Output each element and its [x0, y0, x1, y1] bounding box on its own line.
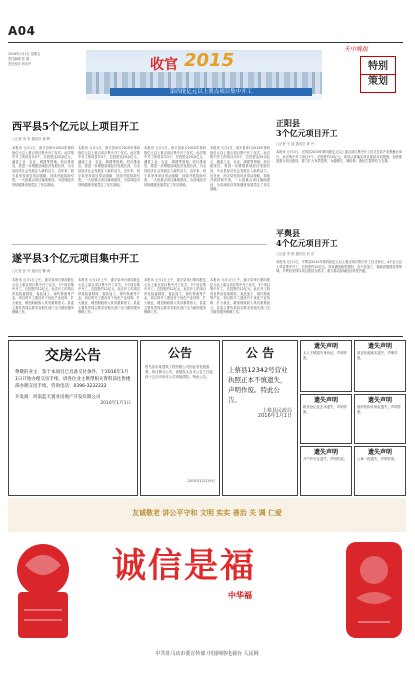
divider-ads: [8, 336, 403, 337]
lost-notice: 遗失声明 营业执照副本遗失，声明作废。: [354, 340, 406, 392]
xiping-title: 西平县5个亿元以上项目开工: [12, 122, 139, 133]
ad-notice-2-sign: 上蔡县民政局: [261, 408, 292, 414]
ad-handover-sign: 开发商：河南蓝天置业房地产开发有限公司: [15, 395, 101, 400]
meta-editor: 责任编辑 张 瑾: [8, 57, 30, 61]
ad-handover-body: 尊敬的业主：鉴于本项目已具备交付条件，于2016年1月1日开始办理交房手续，请各位业主携带相关资料前往售楼部办理交房手续。咨询电话：0396-3232222: [15, 370, 131, 389]
suiping-col-3: 本报讯 元月1日上午，遂平县举行第四批亿元以上重点项目集中开工仪式，3个项目集中开工，总投资约12亿元。此次开工的项目涉及装备制造、食品加工、现代物流等产业，项目的开工建设对于优化产业结构、扩大就业、增加财政收入具有重要意义。县委主要负责同志要求各相关部门全力做好服务保障工作。: [144, 278, 206, 315]
header-rule: [8, 42, 403, 43]
xiping-col-4: 本报讯 元月1日，西平县举行2015年第四批亿元以上重点项目集中开工仪式。此次集中开工的项目共5个，总投资达20余亿元，涵盖工业、农业、城建等领域。项目建成后，将进一步增强县域经济发展后劲，为全县经济社会发展注入新的活力。近年来，西平县坚持项目带动战略，持续开展招商引资，一大批重点项目落地建设，为县域经济持续健康发展奠定了坚实基础。: [210, 146, 270, 192]
suiping-title: 遂平县3个亿元项目集中开工: [12, 254, 139, 265]
pingyu-body: 本报讯 元月1日，平舆县2015年第四批亿元以上重点项目集中开工仪式举行，4个亿元以上项目集中开工，总投资约15亿元。项目涵盖新型建材、农产品加工、基础设施建设等领域。平舆县坚持以项目建设为抓手，着力推动县域经济转型升级。: [276, 260, 402, 274]
promo-seal: 中华福: [228, 591, 252, 600]
xiping-byline: □记者 刘 军 通讯员 谢 辉: [12, 137, 51, 141]
newspaper-logo: 天中晚报: [344, 46, 369, 53]
zhengyang-title: 正阳县: [276, 118, 300, 128]
paper-cut-left: [10, 540, 76, 640]
suiping-byline: □记者 张 华 通讯员 魏 海: [12, 269, 51, 273]
suiping-col-2: 本报讯 元月1日上午，遂平县举行第四批亿元以上重点项目集中开工仪式，3个项目集中开工，总投资约12亿元。此次开工的项目涉及装备制造、食品加工、现代物流等产业，项目的开工建设对于优化产业结构、扩大就业、增加财政收入具有重要意义。县委主要负责同志要求各相关部门全力做好服务保障工作。: [78, 278, 140, 315]
ad-notice-1: [140, 340, 220, 496]
ad-handover-date: 2016年1月1日: [100, 401, 131, 406]
lost-notice: 遗失声明 本人不慎遗失身份证，声明作废。: [300, 340, 352, 392]
header-banner: [86, 50, 322, 100]
lost-notice: 遗失声明 公章一枚遗失，声明作废。: [354, 446, 406, 496]
pingyu-title: 平舆县: [276, 228, 300, 238]
pingyu-byline: □记者 李 明 通讯员 刘 洋: [276, 252, 315, 256]
ad-notice-2-body: 上蔡县12342号营业执照正本不慎遗失，声明作废。特此公告。: [228, 366, 288, 404]
suiping-col-4: 本报讯 元月1日上午，遂平县举行第四批亿元以上重点项目集中开工仪式，3个项目集中开工，总投资约12亿元。此次开工的项目涉及装备制造、食品加工、现代物流等产业，项目的开工建设对于优化产业结构、扩大就业、增加财政收入具有重要意义。县委主要负责同志要求各相关部门全力做好服务保障工作。: [210, 278, 270, 315]
page-code: A04: [8, 24, 36, 38]
zhengyang-body: 本报讯 元月1日，正阳县2015年第四批亿元以上重点项目集中开工仪式在县产业集聚区举行。此次集中开工项目3个，总投资约10亿元。该县认真落实项目建设各项措施，加快推进重大项目建设，着力扩大有效投资，为稳增长、调结构、惠民生提供有力支撑。: [276, 150, 402, 164]
ad-notice-2: [222, 340, 298, 496]
special-line-2: 策划: [368, 76, 388, 87]
ad-handover: [8, 340, 138, 496]
ad-notice-2-date: 2016年1月1日: [257, 413, 292, 419]
ad-notice-1-date: 2015年12月29日: [187, 479, 215, 483]
suiping-col-1: 本报讯 元月1日上午，遂平县举行第四批亿元以上重点项目集中开工仪式，3个项目集中开工，总投资约12亿元。此次开工的项目涉及装备制造、食品加工、现代物流等产业，项目的开工建设对于优化产业结构、扩大就业、增加财政收入具有重要意义。县委主要负责同志要求各相关部门全力做好服务保障工作。: [12, 278, 74, 315]
ad-notice-1-body: 驻马店市某建筑工程有限公司因业务发展需要，拟注销分公司，请债权人自本公告之日起四十五日内向本公司申报债权。特此公告。: [145, 365, 213, 379]
lost-notice: 遗失声明 开户许可证遗失，声明作废。: [300, 446, 352, 496]
banner-headline: 收官: [150, 57, 178, 73]
meta-proofreader: 责任校对 杨亦中: [8, 62, 32, 66]
lost-notice: 遗失声明 组织机构代码证遗失，声明作废。: [354, 394, 406, 444]
zhengyang-title-2: 3个亿元项目开工: [276, 128, 338, 138]
meta-date: 2016年1月1日 星期五: [8, 52, 41, 56]
ad-handover-title: 交房公告: [45, 348, 101, 364]
lost-notice: 遗失声明 税务登记证正本遗失，声明作废。: [300, 394, 352, 444]
special-feature-box: [360, 56, 396, 93]
ad-notice-2-title: 公 告: [245, 346, 275, 360]
header-meta: [8, 52, 98, 67]
special-line-1: 特别: [361, 60, 395, 75]
xiping-col-3: 本报讯 元月1日，西平县举行2015年第四批亿元以上重点项目集中开工仪式。此次集中开工的项目共5个，总投资达20余亿元，涵盖工业、农业、城建等领域。项目建成后，将进一步增强县域经济发展后劲，为全县经济社会发展注入新的活力。近年来，西平县坚持项目带动战略，持续开展招商引资，一大批重点项目落地建设，为县域经济持续健康发展奠定了坚实基础。: [144, 146, 206, 187]
banner-year: 2015: [184, 50, 235, 71]
promo-banner-text: 友诚敬老 讲公平守和 文明 实实 善治 关 调 仁爱: [131, 508, 283, 517]
ad-notice-1-title: 公告: [167, 346, 192, 360]
pingyu-title-2: 4个亿元项目开工: [276, 238, 338, 248]
paper-cut-right: [342, 538, 406, 642]
lost-notices: [300, 340, 406, 496]
promo-panel: [8, 498, 406, 648]
xiping-col-1: 本报讯 元月1日，西平县举行2015年第四批亿元以上重点项目集中开工仪式。此次集中开工的项目共5个，总投资达20余亿元，涵盖工业、农业、城建等领域。项目建成后，将进一步增强县域经济发展后劲，为全县经济社会发展注入新的活力。近年来，西平县坚持项目带动战略，持续开展招商引资，一大批重点项目落地建设，为县域经济持续健康发展奠定了坚实基础。: [12, 146, 74, 187]
promo-big-title: 诚信是福: [112, 546, 256, 586]
xiping-col-2: 本报讯 元月1日，西平县举行2015年第四批亿元以上重点项目集中开工仪式。此次集中开工的项目共5个，总投资达20余亿元，涵盖工业、农业、城建等领域。项目建成后，将进一步增强县域经济发展后劲，为全县经济社会发展注入新的活力。近年来，西平县坚持项目带动战略，持续开展招商引资，一大批重点项目落地建设，为县域经济持续健康发展奠定了坚实基础。: [78, 146, 140, 187]
promo-footer: 中共驻马店市委宣传部 中国网络电视台 人民网: [155, 651, 259, 657]
banner-strip: 第四批亿元以上重点项目集中开工: [110, 88, 312, 96]
zhengyang-byline: □记者 王 丽 通讯员 黄 丹: [276, 142, 315, 146]
divider-suiping: [12, 244, 267, 245]
